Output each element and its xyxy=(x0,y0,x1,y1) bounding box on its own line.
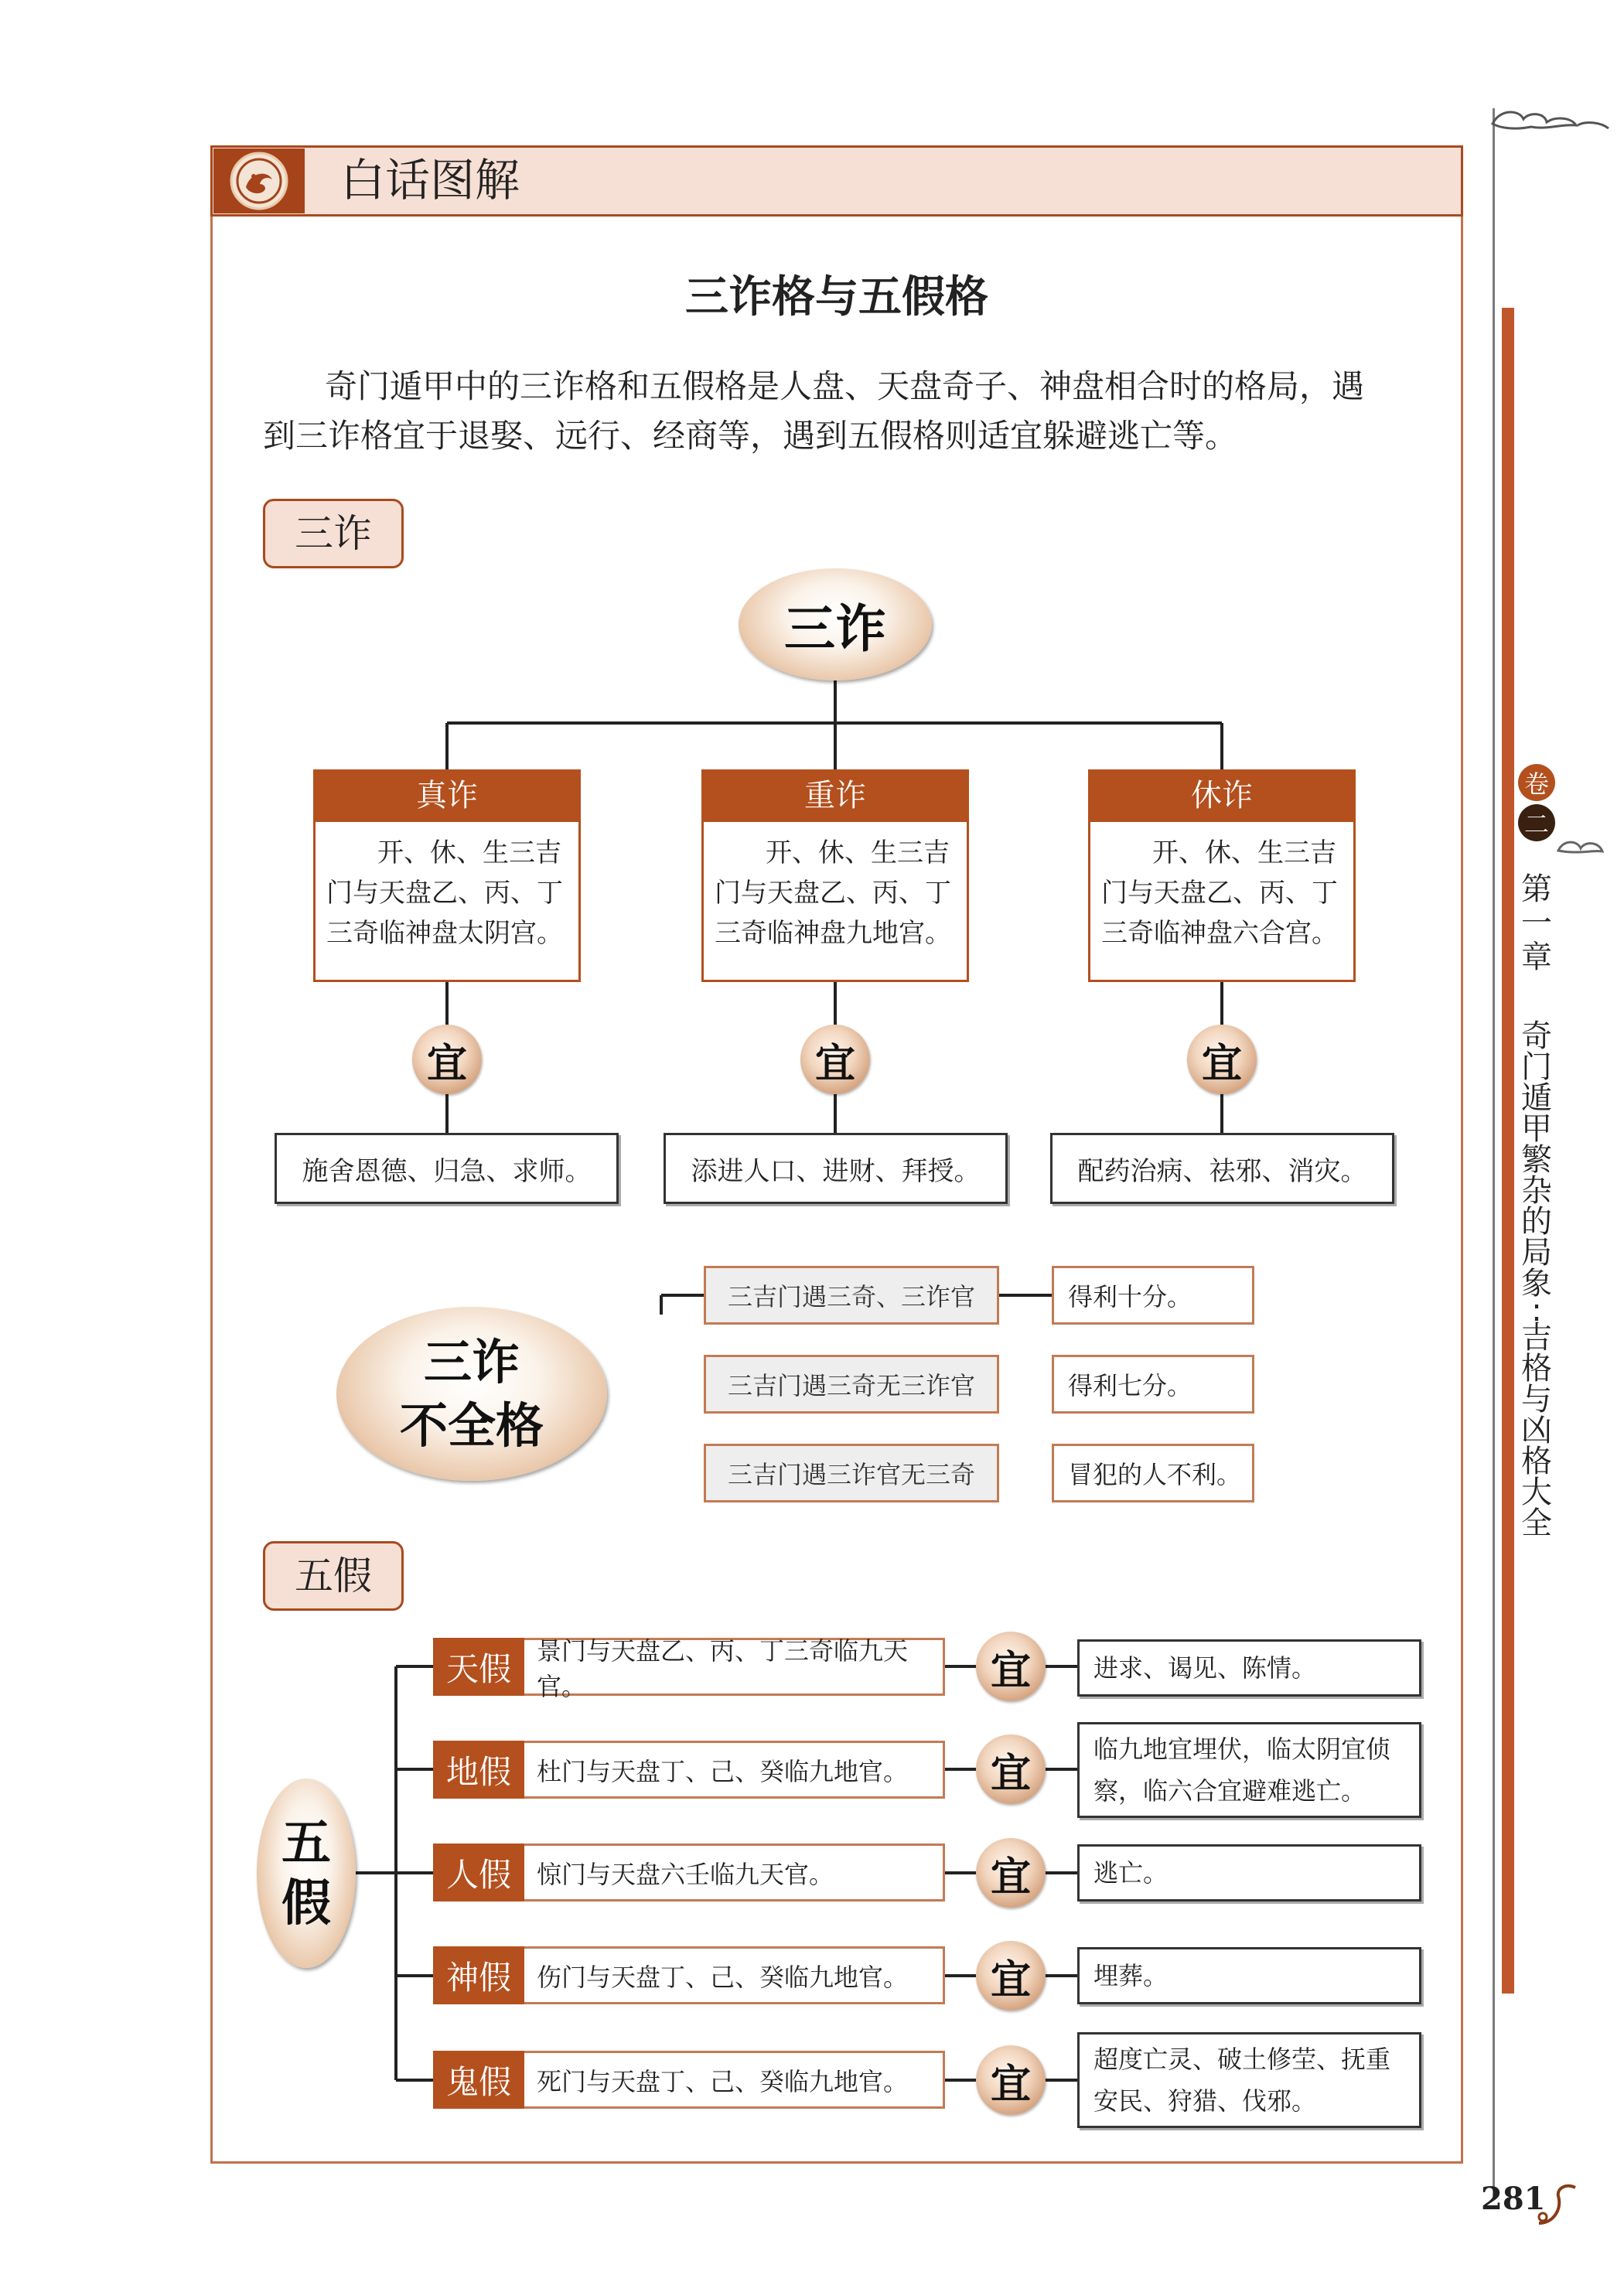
wujia-desc: 死门与天盘丁、己、癸临九地官。 xyxy=(524,2051,945,2109)
card-line: 三奇临神盘九地宫。 xyxy=(715,918,951,949)
volume-badge-1: 卷 xyxy=(1518,764,1555,801)
yi-circle: 宜 xyxy=(976,1734,1046,1804)
wujia-result-line: 安民、狩猎、伐邪。 xyxy=(1093,2086,1317,2116)
yi-circle: 宜 xyxy=(976,1941,1046,2011)
chapter-title-char: 象 xyxy=(1521,1266,1552,1301)
buquan-title-line1: 三诈 xyxy=(423,1333,520,1390)
wujia-row-guijia xyxy=(433,2051,945,2109)
card-chongzha xyxy=(701,769,969,982)
intro-line-1: 奇门遁甲中的三诈格和五假格是人盘、天盘奇子、神盘相合时的格局，遇 xyxy=(325,367,1365,405)
sanzha-tab: 三诈 xyxy=(263,499,404,568)
card-title: 真诈 xyxy=(313,769,581,822)
card-line: 开、休、生三吉 xyxy=(766,837,950,868)
wujia-result xyxy=(1077,1947,1421,2004)
card-line: 门与天盘乙、丙、丁 xyxy=(326,878,563,909)
yi-circle: 宜 xyxy=(1187,1025,1257,1094)
card-title: 重诈 xyxy=(701,769,969,822)
wujia-result xyxy=(1077,1639,1421,1697)
chapter-title-char: 凶 xyxy=(1521,1413,1552,1448)
chapter-char: 一 xyxy=(1521,906,1552,941)
page-number: 281 xyxy=(1481,2181,1546,2217)
wujia-result xyxy=(1077,1844,1421,1901)
card-line: 门与天盘乙、丙、丁 xyxy=(1101,878,1338,909)
wujia-result-line: 临九地宜埋伏，临太阴宜侦 xyxy=(1093,1734,1391,1764)
side-accent-bar xyxy=(1502,308,1514,1994)
chapter-title-char: 门 xyxy=(1521,1049,1552,1085)
cloud-small-icon xyxy=(1554,831,1616,862)
chapter-label xyxy=(1517,871,1556,975)
wujia-result xyxy=(1077,1722,1421,1818)
chapter-title-char: 大 xyxy=(1521,1475,1552,1510)
card-line: 开、休、生三吉 xyxy=(1152,837,1336,868)
buquan-title-line2: 不全格 xyxy=(399,1397,544,1454)
side-rule xyxy=(1493,108,1495,2196)
card-line: 门与天盘乙、丙、丁 xyxy=(715,878,951,909)
wujia-row-dijia xyxy=(433,1741,945,1799)
result-chongzha: 添进人口、进财、拜授。 xyxy=(664,1133,1008,1204)
wujia-tag: 鬼假 xyxy=(433,2051,524,2109)
wujia-desc: 惊门与天盘六壬临九天官。 xyxy=(524,1843,945,1901)
chapter-title-char: 吉 xyxy=(1521,1320,1552,1356)
card-zhenzha xyxy=(313,769,581,982)
wujia-row-tianjia xyxy=(433,1635,945,1701)
chapter-title-char: 与 xyxy=(1521,1382,1552,1417)
wujia-desc: 景门与天盘乙、丙、丁三奇临九天官。 xyxy=(524,1638,945,1696)
buquan-condition: 三吉门遇三诈官无三奇 xyxy=(704,1444,999,1502)
buquan-result: 得利十分。 xyxy=(1052,1266,1254,1325)
wujia-tag: 人假 xyxy=(433,1843,524,1901)
page-swash-icon xyxy=(1535,2177,1581,2231)
sanzha-root-oval: 三诈 xyxy=(739,568,932,680)
wujia-row-shenjia xyxy=(433,1946,945,2004)
wujia-result-line: 逃亡。 xyxy=(1093,1858,1169,1888)
cloud-ornament-icon xyxy=(1485,101,1616,139)
page-title: 三诈格与五假格 xyxy=(685,272,988,322)
chapter-title-char: 杂 xyxy=(1521,1173,1552,1209)
wujia-result-line: 察，临六合宜避难逃亡。 xyxy=(1093,1776,1366,1806)
yi-circle: 宜 xyxy=(800,1025,870,1094)
chapter-title-char: 奇 xyxy=(1521,1018,1552,1054)
chapter-char: 第 xyxy=(1521,871,1552,907)
chapter-char: 章 xyxy=(1521,940,1552,975)
volume-badge-2: 二 xyxy=(1518,804,1555,841)
wujia-result-line: 进求、谒见、陈情。 xyxy=(1093,1653,1317,1683)
header-title: 白话图解 xyxy=(340,154,520,206)
wujia-tag: 地假 xyxy=(433,1741,524,1799)
chapter-title-char: 繁 xyxy=(1521,1142,1552,1178)
chapter-title-char: 的 xyxy=(1521,1204,1552,1240)
wujia-result-line: 超度亡灵、破土修茔、抚重 xyxy=(1093,2045,1391,2074)
chapter-title-char: 甲 xyxy=(1521,1111,1552,1147)
buquan-result: 冒犯的人不利。 xyxy=(1052,1444,1254,1502)
wujia-desc: 伤门与天盘丁、己、癸临九地官。 xyxy=(524,1946,945,2004)
card-xiuzha xyxy=(1088,769,1356,982)
buquan-condition: 三吉门遇三奇无三诈官 xyxy=(704,1355,999,1414)
result-zhenzha: 施舍恩德、归急、求师。 xyxy=(275,1133,619,1204)
chapter-title-char: 格 xyxy=(1521,1444,1552,1479)
chapter-title-char: 格 xyxy=(1521,1351,1552,1386)
card-line: 三奇临神盘太阴宫。 xyxy=(326,918,563,949)
card-line: 开、休、生三吉 xyxy=(377,837,561,868)
yi-circle: 宜 xyxy=(412,1025,482,1094)
result-xiuzha: 配药治病、祛邪、消灾。 xyxy=(1050,1133,1394,1204)
card-title: 休诈 xyxy=(1088,769,1356,822)
buquan-result: 得利七分。 xyxy=(1052,1355,1254,1414)
wujia-result xyxy=(1077,2032,1421,2128)
intro-line-2: 到三诈格宜于退娶、远行、经商等，遇到五假格则适宜躲避逃亡等。 xyxy=(263,417,1238,455)
wujia-root-line1: 五 xyxy=(281,1813,331,1872)
wujia-root-line2: 假 xyxy=(281,1874,331,1932)
yi-circle: 宜 xyxy=(976,2045,1046,2115)
wujia-desc: 杜门与天盘丁、己、癸临九地官。 xyxy=(524,1741,945,1799)
chapter-title-vertical xyxy=(1517,1018,1556,1541)
wujia-result-line: 埋葬。 xyxy=(1093,1961,1169,1990)
card-line: 三奇临神盘六合宫。 xyxy=(1101,918,1338,949)
wujia-root-oval xyxy=(257,1779,356,1968)
chapter-title-char: 局 xyxy=(1521,1235,1552,1270)
wujia-row-renjia xyxy=(433,1843,945,1901)
chapter-title-char: 全 xyxy=(1521,1506,1552,1541)
wujia-tag: 天假 xyxy=(433,1638,524,1696)
yi-circle: 宜 xyxy=(976,1838,1046,1908)
wujia-tab: 五假 xyxy=(263,1541,404,1611)
wujia-tag: 神假 xyxy=(433,1946,524,2004)
yi-circle: 宜 xyxy=(976,1632,1046,1701)
chapter-title-char: : xyxy=(1531,1293,1542,1328)
buquan-condition: 三吉门遇三奇、三诈官 xyxy=(704,1266,999,1325)
chapter-title-char: 遁 xyxy=(1521,1080,1552,1116)
